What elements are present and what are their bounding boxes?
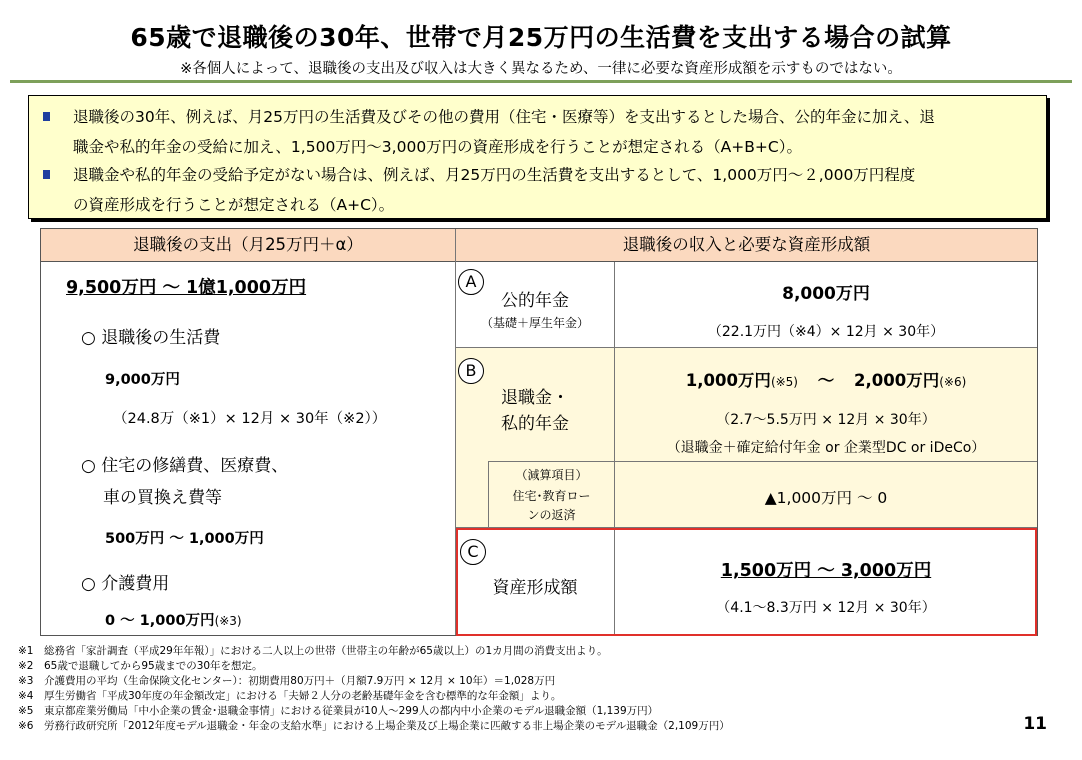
public-pension-label: 公的年金 xyxy=(501,291,569,311)
row-divider-a xyxy=(456,347,1037,348)
footnote-2: ※2 65歳で退職してから95歳までの30年を想定。 xyxy=(18,660,263,672)
marker-c: C xyxy=(460,539,486,565)
expense-header: 退職後の支出（月25万円＋α） xyxy=(41,229,455,262)
retirement-allowance-amount xyxy=(615,367,1037,391)
retirement-note-high: (※6) xyxy=(939,375,967,389)
retirement-note-low: (※5) xyxy=(770,375,798,389)
public-pension-amount: 8,000万円 xyxy=(782,284,870,304)
summary-bullet-2-line-2: の資産形成を行うことが想定される（A+C）。 xyxy=(73,196,395,214)
summary-bullet-1-line-1: 退職後の30年、例えば、月25万円の生活費及びその他の費用（住宅・医療等）を支出するとした場合、公的年金に加え、退 xyxy=(73,108,935,126)
summary-bullet-1-line-2: 職金や私的年金の受給に加え、1,500万円～3,000万円の資産形成を行うことが想定される（A+B+C）。 xyxy=(73,138,802,156)
care-cost-label: ○ 介護費用 xyxy=(81,574,170,594)
deduction-label-3: ンの返済 xyxy=(527,508,576,522)
summary-bullet-2 xyxy=(43,160,1033,220)
marker-b: B xyxy=(458,358,484,384)
bullet-square-icon xyxy=(43,112,50,121)
marker-a: A xyxy=(458,269,484,295)
footnote-4: ※4 厚生労働省「平成30年度の年金額改定」における「夫婦２人分の老齢基礎年金を含む標準的な年金額」より。 xyxy=(18,690,562,702)
housing-cost-label-2: 車の買換え費等 xyxy=(103,488,222,508)
title-divider xyxy=(10,80,1072,83)
care-cost-value: 0 ～ 1,000万円 xyxy=(105,613,215,629)
summary-bullet-1 xyxy=(43,102,1033,162)
bullet-square-icon xyxy=(43,170,50,179)
footnotes xyxy=(18,644,1018,734)
deduction-label-2: 住宅･教育ロー xyxy=(512,489,591,503)
footnote-5: ※5 東京都産業労働局「中小企業の賃金･退職金事情」における従業員が10人～299人の都内中小企業のモデル退職金額（1,139万円） xyxy=(18,705,659,717)
income-header: 退職後の収入と必要な資産形成額 xyxy=(456,229,1037,262)
living-cost-label: ○ 退職後の生活費 xyxy=(81,328,221,348)
retirement-tilde: ～ xyxy=(817,371,835,390)
summary-box xyxy=(28,95,1047,219)
living-cost-amount: 9,000万円 xyxy=(105,372,180,388)
deduction-label-1: （減算項目） xyxy=(515,468,588,482)
public-pension-calc: （22.1万円（※4）× 12月 × 30年） xyxy=(707,324,945,340)
page-title: 65歳で退職後の30年、世帯で月25万円の生活費を支出する場合の試算 xyxy=(130,23,952,52)
footnote-6: ※6 労務行政研究所「2012年度モデル退職金・年金の支給水準」における上場企業及び上場企業に匹敵する非上場企業のモデル退職金（2,109万円） xyxy=(18,720,730,732)
total-expense: 9,500万円 ～ 1億1,000万円 xyxy=(66,278,307,298)
asset-formation-calc: （4.1～8.3万円 × 12月 × 30年） xyxy=(716,600,936,616)
retirement-amount-low: 1,000万円 xyxy=(685,371,771,390)
asset-formation-amount: 1,500万円 ～ 3,000万円 xyxy=(720,561,932,581)
housing-cost-amount: 500万円 ～ 1,000万円 xyxy=(105,531,264,547)
retirement-allowance-detail: （退職金＋確定給付年金 or 企業型DC or iDeCo） xyxy=(666,440,986,456)
summary-bullet-2-line-1: 退職金や私的年金の受給予定がない場合は、例えば、月25万円の生活費を支出するとして、1,000万円～２,000万円程度 xyxy=(73,166,916,184)
public-pension-sublabel: （基礎＋厚生年金） xyxy=(480,316,589,330)
footnote-1: ※1 総務省「家計調査（平成29年年報）」における二人以上の世帯（世帯主の年齢が65歳以上）の1カ月間の消費支出より。 xyxy=(18,645,608,657)
retirement-allowance-label-2: 私的年金 xyxy=(501,414,569,434)
page-number: 11 xyxy=(1023,714,1047,734)
comparison-table xyxy=(40,228,1038,636)
retirement-allowance-calc: （2.7～5.5万円 × 12月 × 30年） xyxy=(716,412,936,428)
living-cost-calc: （24.8万（※1）× 12月 × 30年（※2）） xyxy=(113,411,387,427)
footnote-3: ※3 介護費用の平均（生命保険文化センター）：初期費用80万円＋（月額7.9万円 × 12月 × 10年）＝1,028万円 xyxy=(18,675,556,687)
page-subtitle: ※各個人によって、退職後の支出及び収入は大きく異なるため、一律に必要な資産形成額を示すものではない。 xyxy=(180,61,902,77)
care-cost-amount xyxy=(105,609,242,630)
deduction-amount: ▲1,000万円 ～ 0 xyxy=(764,489,888,507)
asset-formation-label: 資産形成額 xyxy=(492,578,578,598)
care-cost-note: (※3) xyxy=(214,614,242,628)
retirement-allowance-label-1: 退職金・ xyxy=(501,388,569,408)
retirement-amount-high: 2,000万円 xyxy=(854,371,940,390)
housing-cost-label-1: ○ 住宅の修繕費、医療費、 xyxy=(81,456,289,476)
row-divider-b xyxy=(488,461,1037,462)
